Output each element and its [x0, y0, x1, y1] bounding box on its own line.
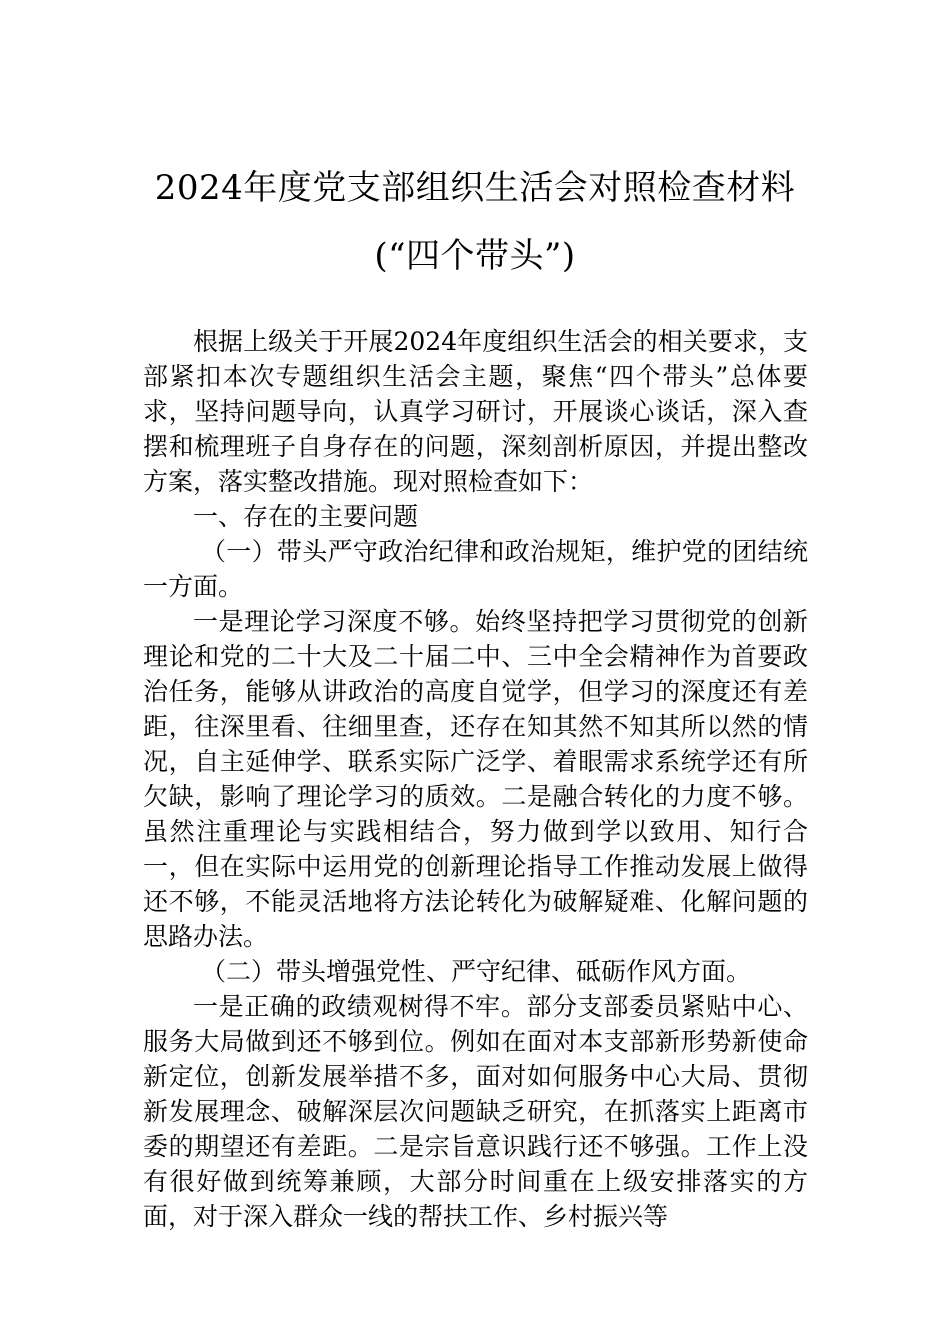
document-body	[143, 324, 808, 1234]
subsection-heading: （二）带头增强党性、严守纪律、砥砺作风方面。	[201, 957, 752, 986]
body-paragraph: 一是理论学习深度不够。始终坚持把学习贯彻党的创新理论和党的二十大及二十届二中、三中全会精神作为首要政治任务，能够从讲政治的高度自觉学，但学习的深度还有差距，往深里看、往细里查，还存在知其然不知其所以然的情况，自主延伸学、联系实际广泛学、着眼需求系统学还有所欠缺，影响了理论学习的质效。二是融合转化的力度不够。虽然注重理论与实践相结合，努力做到学以致用、知行合一，但在实际中运用党的创新理论指导工作推动发展上做得还不够，不能灵活地将方法论转化为破解疑难、化解问题的思路办法。	[143, 607, 808, 951]
intro-paragraph: 根据上级关于开展2024年度组织生活会的相关要求，支部紧扣本次专题组织生活会主题，聚焦“四个带头”总体要求，坚持问题导向，认真学习研讨，开展谈心谈话，深入查摆和梳理班子自身存在的问题，深刻剖析原因，并提出整改方案，落实整改措施。现对照检查如下：	[143, 327, 808, 496]
document-title: 2024年度党支部组织生活会对照检查材料	[154, 168, 796, 208]
body-paragraph: 一是正确的政绩观树得不牢。部分支部委员紧贴中心、服务大局做到还不够到位。例如在面对本支部新形势新使命新定位，创新发展举措不多，面对如何服务中心大局、贯彻新发展理念、破解深层次问题缺乏研究，在抓落实上距离市委的期望还有差距。二是宗旨意识践行还不够强。工作上没有很好做到统筹兼顾，大部分时间重在上级安排落实的方面，对于深入群众一线的帮扶工作、乡村振兴等	[143, 992, 808, 1231]
subsection-heading: （一）带头严守政治纪律和政治规矩，维护党的团结统一方面。	[143, 537, 808, 601]
section-heading: 一、存在的主要问题	[193, 502, 419, 531]
document-subtitle: (“四个带头”)	[374, 236, 576, 276]
